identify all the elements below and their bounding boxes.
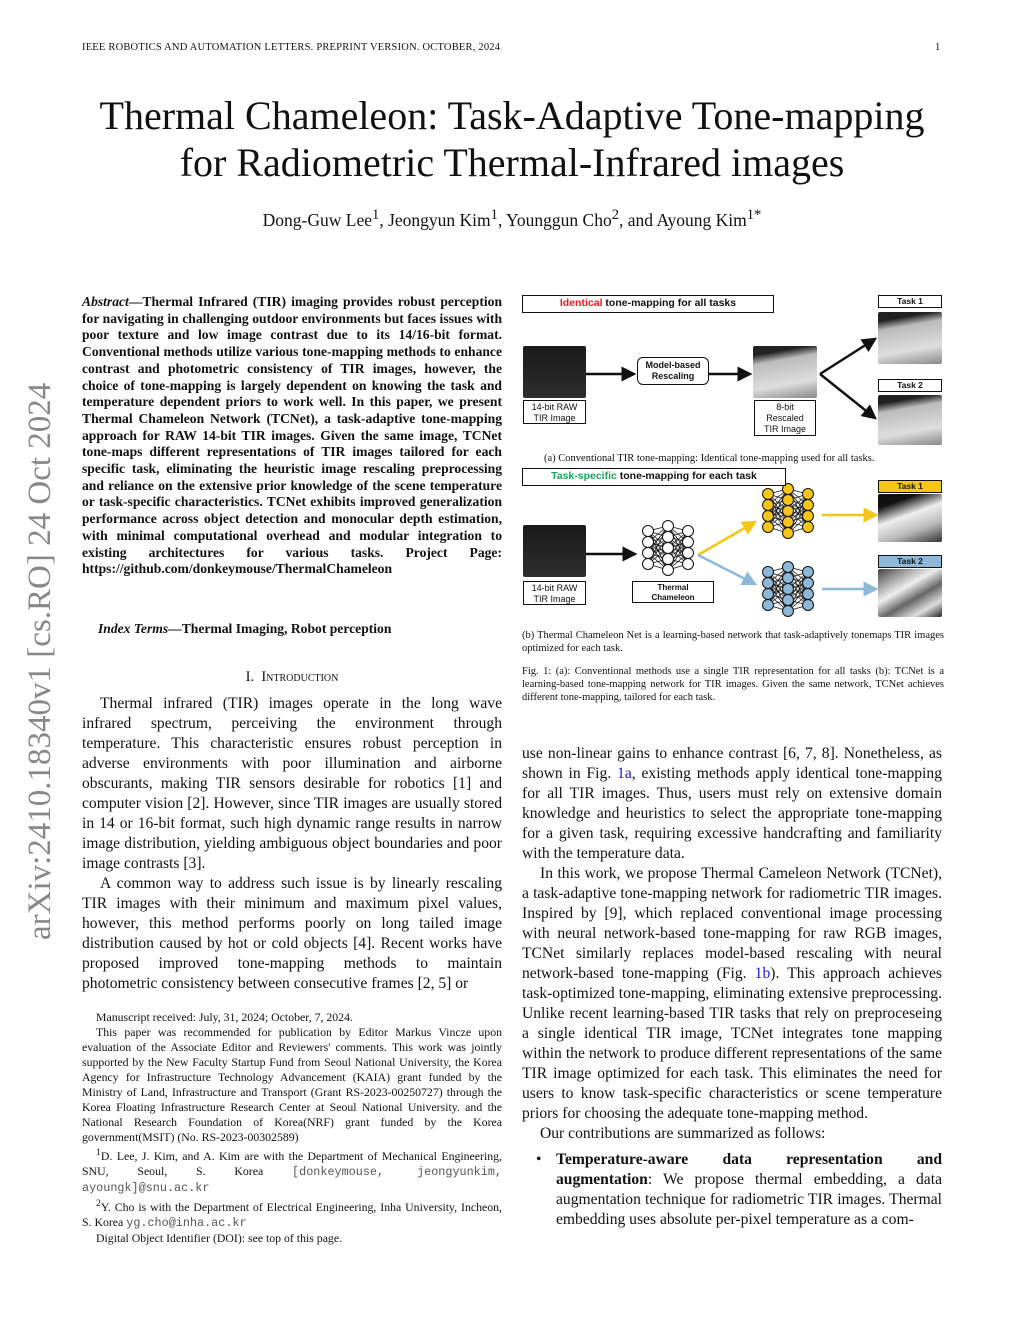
rescaled-image <box>753 346 817 398</box>
banner-identical: Identical tone-mapping for all tasks <box>522 295 774 313</box>
raw-tir-image <box>523 346 586 398</box>
task2-head-network-icon <box>763 562 814 617</box>
task2-image-a <box>878 395 942 445</box>
intro-left-column <box>82 694 502 994</box>
running-header: IEEE ROBOTICS AND AUTOMATION LETTERS. PREPRINT VERSION. OCTOBER, 2024 <box>82 42 501 53</box>
paragraph: Our contributions are summarized as follows: <box>540 1125 826 1142</box>
task1-image-b <box>878 494 942 542</box>
section-heading: I. Introduction <box>245 669 339 685</box>
task1-label-b: Task 1 <box>878 480 942 493</box>
abstract: Abstract—Thermal Infrared (TIR) imaging provides robust perception for navigating in challenging outdoor environments but faces issues with poor texture and low image contrast due to its 14/16-bit format. Conventional methods utilize various tone-mapping methods to enhance contrast and photometric consistency of TIR images, however, the choice of tone-mapping is largely dependent on knowing the task and temperature dependent priors to work well. In this paper, we present Thermal Chameleon Network (TCNet), a task-adaptive tone-mapping approach for RAW 14-bit TIR images. Given the same image, TCNet tone-maps different representations of TIR images tailored for each specific task, eliminating the heuristic image rescaling preprocessing and reliance on the extensive prior knowledge of the scene temperature or task-specific characteristics. TCNet exhibits improved generalization performance across object detection and monocular depth estimation, with minimal computational overhead and modular integration to existing architectures for various tasks. Project Page: https://github.com/donkeymouse/ThermalChameleon <box>82 294 502 577</box>
thermal-chameleon-network-icon <box>643 521 694 576</box>
contributions-list <box>522 1150 942 1230</box>
page-number: 1 <box>935 42 941 53</box>
raw-label-b: 14-bit RAW TIR Image <box>523 581 586 605</box>
paper-title: Thermal Chameleon: Task-Adaptive Tone-mapping for Radiometric Thermal-Infrared images <box>99 93 925 185</box>
rescaled-label: 8-bit Rescaled TIR Image <box>754 400 816 436</box>
thermal-chameleon-box: Thermal Chameleon <box>632 581 714 603</box>
paragraph: use non-linear gains to enhance contrast [6, 7, 8]. Nonetheless, as shown in Fig. 1a, existing methods apply identical tone-mapping for all TIR images. Thus, users must rely on extensive domain knowledge and heuristics to select the appropriate tone-mapping for a given task, requiring excessive handcrafting and familiarity with the temperature data. <box>522 745 942 862</box>
figure-1 <box>520 292 946 712</box>
footnotes: Manuscript received: July, 31, 2024; October, 7, 2024. This paper was recommended for publication by Editor Markus Vincze upon evaluation of the Associate Editor and Reviewers' comments. This work was jointly supported by the New Faculty Startup Fund from Seoul National University, the Korea Agency for Infrastructure Technology Advancement (KAIA) grant funded by the Ministry of Land, Infrastructure and Transport (Grant RS-2023-00250727) through the Korea Floating Infrastructure Research Center at Seoul National University. and the National Research Foundation of Korea(NRF) grant funded by the Korea government(MSIT) (No. RS-2023-00302589) $^1$D. Lee, J. Kim, and A. Kim are with the Department of Mechanical Engineering, SNU, Seoul, S. Korea [donkeymouse, jeongyunkim, ayoungk]@snu.ac.kr $^2$Y. Cho is with the Department of Electrical Engineering, Inha University, Incheon, S. Korea yg.cho@inha.ac.kr Digital Object Identifier (DOI): see top of this page. <box>82 1010 502 1245</box>
caption-b: (b) Thermal Chameleon Net is a learning-based network that task-adaptively tonemaps TIR images optimized for each task. <box>522 630 944 654</box>
index-terms: Index Terms—Thermal Imaging, Robot perception <box>98 621 392 636</box>
arxiv-stamp: arXiv:2410.18340v1 [cs.RO] 24 Oct 2024 <box>22 382 58 940</box>
banner-task-specific: Task-specific tone-mapping for each task <box>522 468 786 486</box>
raw-label: 14-bit RAW TIR Image <box>523 400 586 424</box>
list-item: • Temperature-aware data representation and augmentation: We propose thermal embedding, a data augmentation technique for radiometric TIR images. Thermal embedding uses absolute per-pixel temperature as a com- <box>522 1150 942 1230</box>
task2-label-b: Task 2 <box>878 555 942 568</box>
task1-head-network-icon <box>763 484 814 539</box>
intro-right-column <box>522 744 942 1230</box>
raw-tir-image-b <box>523 525 586 577</box>
fig-1b-link[interactable]: 1b <box>754 965 771 982</box>
fig-1a-link[interactable]: 1a <box>617 765 632 782</box>
task2-image-b <box>878 569 942 617</box>
paragraph: In this work, we propose Thermal Cameleon Network (TCNet), a task-adaptive tone-mapping network for radiometric TIR images. Inspired by [9], which replaced conventional image processing with neural network-based tone-mapping for raw RGB images, TCNet similarly replaces model-based rescaling with neural network-based tone-mapping (Fig. 1b). This approach achieves task-optimized tone-mapping, eliminating extensive preprocessing. Unlike recent learning-based TIR tasks that rely on preproceseing a single identical TIR image, TCNet integrates tone mapping within the network to produce different representations of the same TIR image optimized for each task. This eliminates the need for users to know task-specific characteristics or scene temperature priors for choosing the adequate tone-mapping method. <box>522 865 942 1122</box>
task2-label-a: Task 2 <box>878 379 942 392</box>
author-list: Dong-Guw Lee$^1$, Jeongyun Kim$^1$, Younggun Cho$^2$, and Ayoung Kim$^{1*}$ <box>262 207 762 230</box>
paragraph: A common way to address such issue is by linearly rescaling TIR images with their minimum and maximum pixel values, however, this method performs poorly on long tailed image distribution caused by hot or cold objects [4]. Recent works have proposed improved tone-mapping methods to maintain photometric consistency between consecutive frames [2, 5] or <box>82 875 502 992</box>
model-based-rescaling-box: Model-based Rescaling <box>637 357 709 385</box>
caption-a: (a) Conventional TIR tone-mapping: Identical tone-mapping used for all tasks. <box>544 453 875 464</box>
figure-caption: Fig. 1: (a): Conventional methods use a single TIR representation for all tasks (b): TCNet is a learning-based tone-mapping network for TIR images. Given the same network, TCNet achieves different tone-mapping, tailored for each task. <box>522 666 944 703</box>
task1-label-a: Task 1 <box>878 295 942 308</box>
task1-image-a <box>878 312 942 364</box>
paragraph: Thermal infrared (TIR) images operate in the long wave infrared spectrum, perceiving the environment through temperature. This characteristic ensures robust perception in adverse environments with poor illumination and airborne obscurants, making TIR sensors desirable for robotics [1] and computer vision [2]. However, since TIR images are usually stored in 14 or 16-bit format, such high dynamic range results in narrow image distribution, yielding ambiguous object boundaries and poor image contrasts [3]. <box>82 695 502 872</box>
